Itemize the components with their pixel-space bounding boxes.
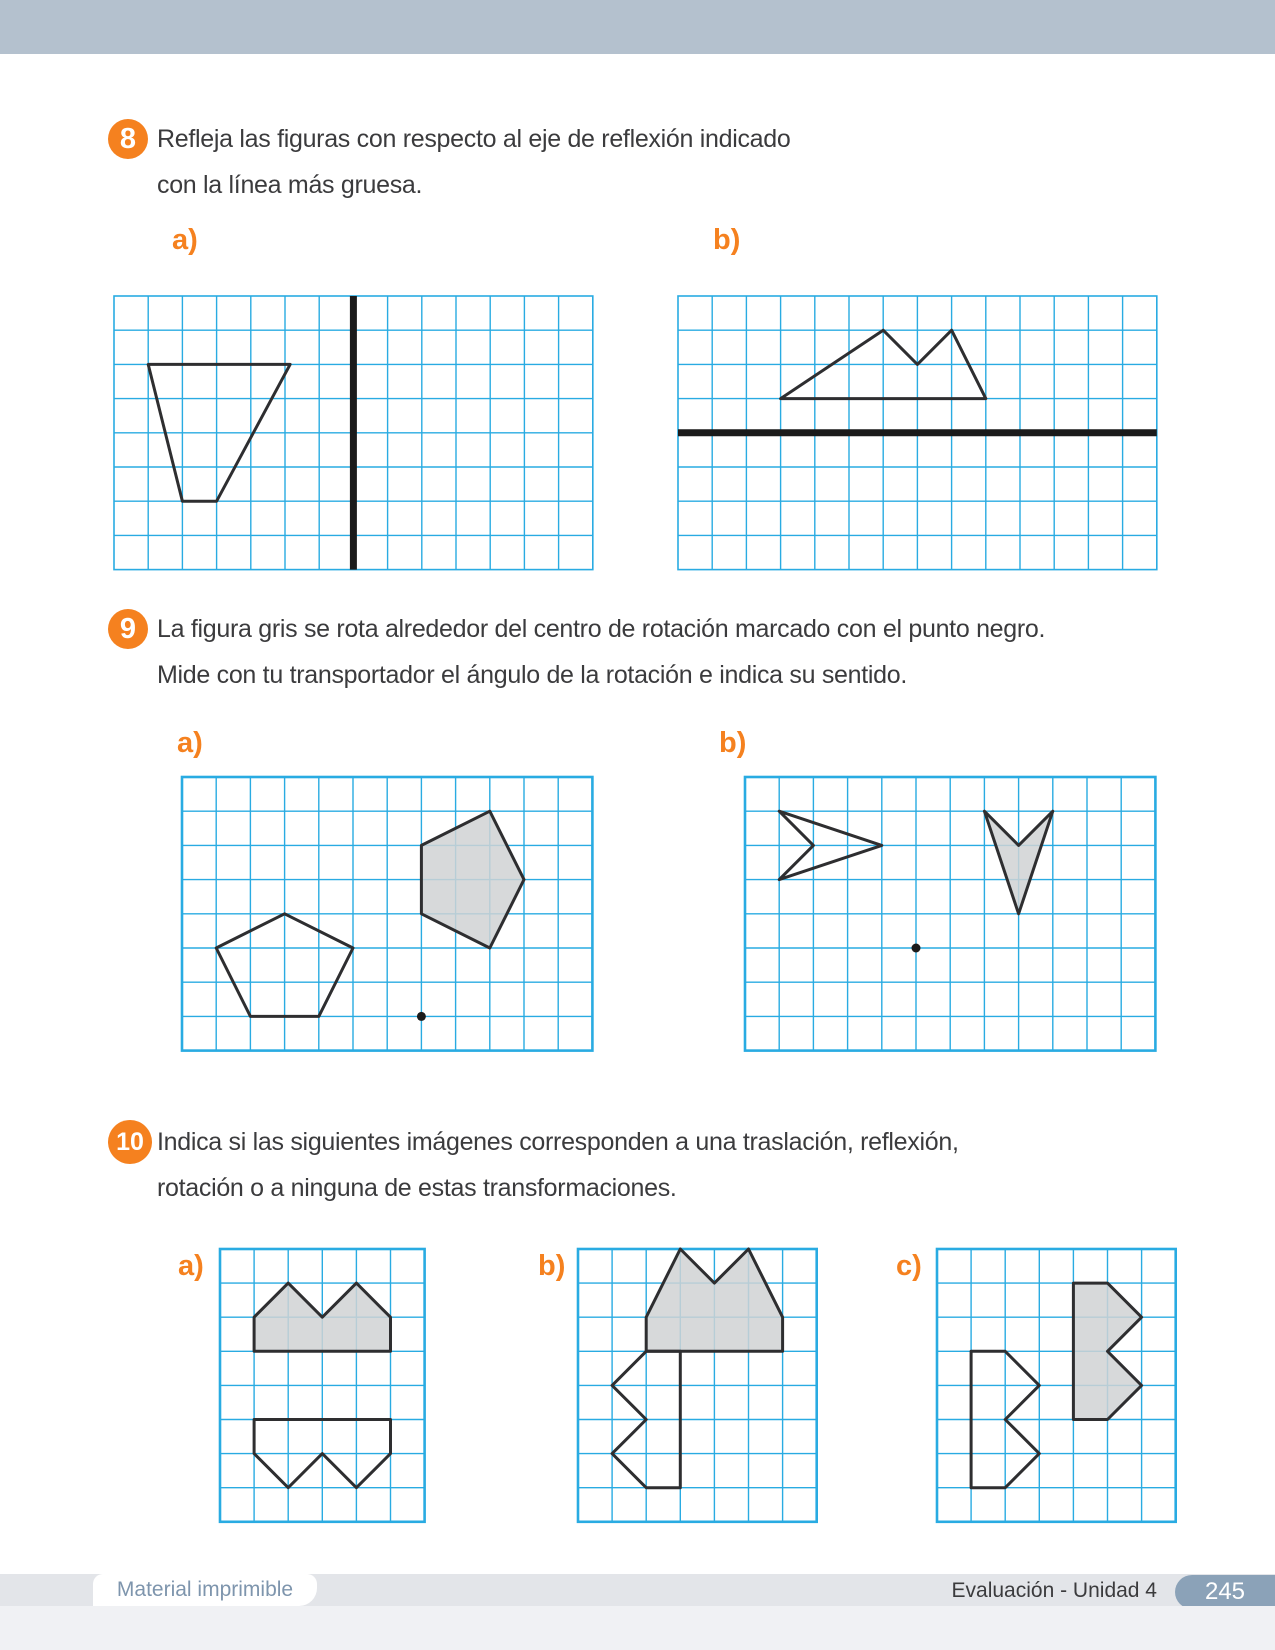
exercise-9-statement — [157, 606, 1045, 698]
exercise-8-statement-line-2: con la línea más gruesa. — [157, 171, 423, 199]
exercise-9-grid-b — [739, 771, 1161, 1057]
rotation-center-dot — [912, 944, 921, 953]
rotation-center-dot — [417, 1012, 426, 1021]
exercise-10-panel-label-b: b) — [538, 1250, 566, 1282]
exercise-9-grid-a — [176, 771, 598, 1057]
exercise-10-panel-label-a: a) — [178, 1250, 204, 1282]
pentagon-gray — [421, 811, 524, 948]
exercise-10-statement-line-2: rotación o a ninguna de estas transformaciones. — [157, 1174, 677, 1202]
exercise-8-grid-b — [672, 290, 1163, 576]
footer-evaluation-label: Evaluación - Unidad 4 — [951, 1579, 1157, 1602]
exercise-10-grid-c — [931, 1243, 1182, 1528]
exercise-10-grid-b — [572, 1243, 823, 1528]
exercise-8-grid-a — [108, 290, 599, 576]
exercise-10-number-badge: 10 — [108, 1120, 152, 1164]
exercise-10-statement — [157, 1119, 959, 1211]
footer-bottom-strip — [0, 1606, 1275, 1650]
footer-material-label: Material imprimible — [116, 1578, 294, 1601]
exercise-8-statement — [157, 116, 790, 208]
exercise-8-panel-label-b: b) — [713, 224, 741, 256]
exercise-10-statement-line-1: Indica si las siguientes imágenes corresponden a una traslación, reflexión, — [157, 1128, 959, 1156]
exercise-9-panel-label-b: b) — [719, 727, 747, 759]
exercise-9-statement-line-2: Mide con tu transportador el ángulo de la rotación e indica su sentido. — [157, 661, 908, 689]
exercise-10-panel-label-c: c) — [896, 1250, 922, 1282]
exercise-8-statement-line-1: Refleja las figuras con respecto al eje de reflexión indicado — [157, 125, 791, 153]
top-header-bar — [0, 0, 1275, 54]
exercise-9-statement-line-1: La figura gris se rota alrededor del centro de rotación marcado con el punto negro. — [157, 615, 1046, 643]
page-number-badge — [1175, 1575, 1275, 1609]
footer-material-tab — [93, 1574, 317, 1606]
exercise-9-panel-label-a: a) — [177, 727, 203, 759]
exercise-8-number-badge: 8 — [108, 119, 148, 159]
page-number: 245 — [1204, 1578, 1246, 1605]
exercise-8-panel-label-a: a) — [172, 224, 198, 256]
exercise-9-number-badge: 9 — [108, 609, 148, 649]
exercise-10-grid-a — [214, 1243, 431, 1528]
